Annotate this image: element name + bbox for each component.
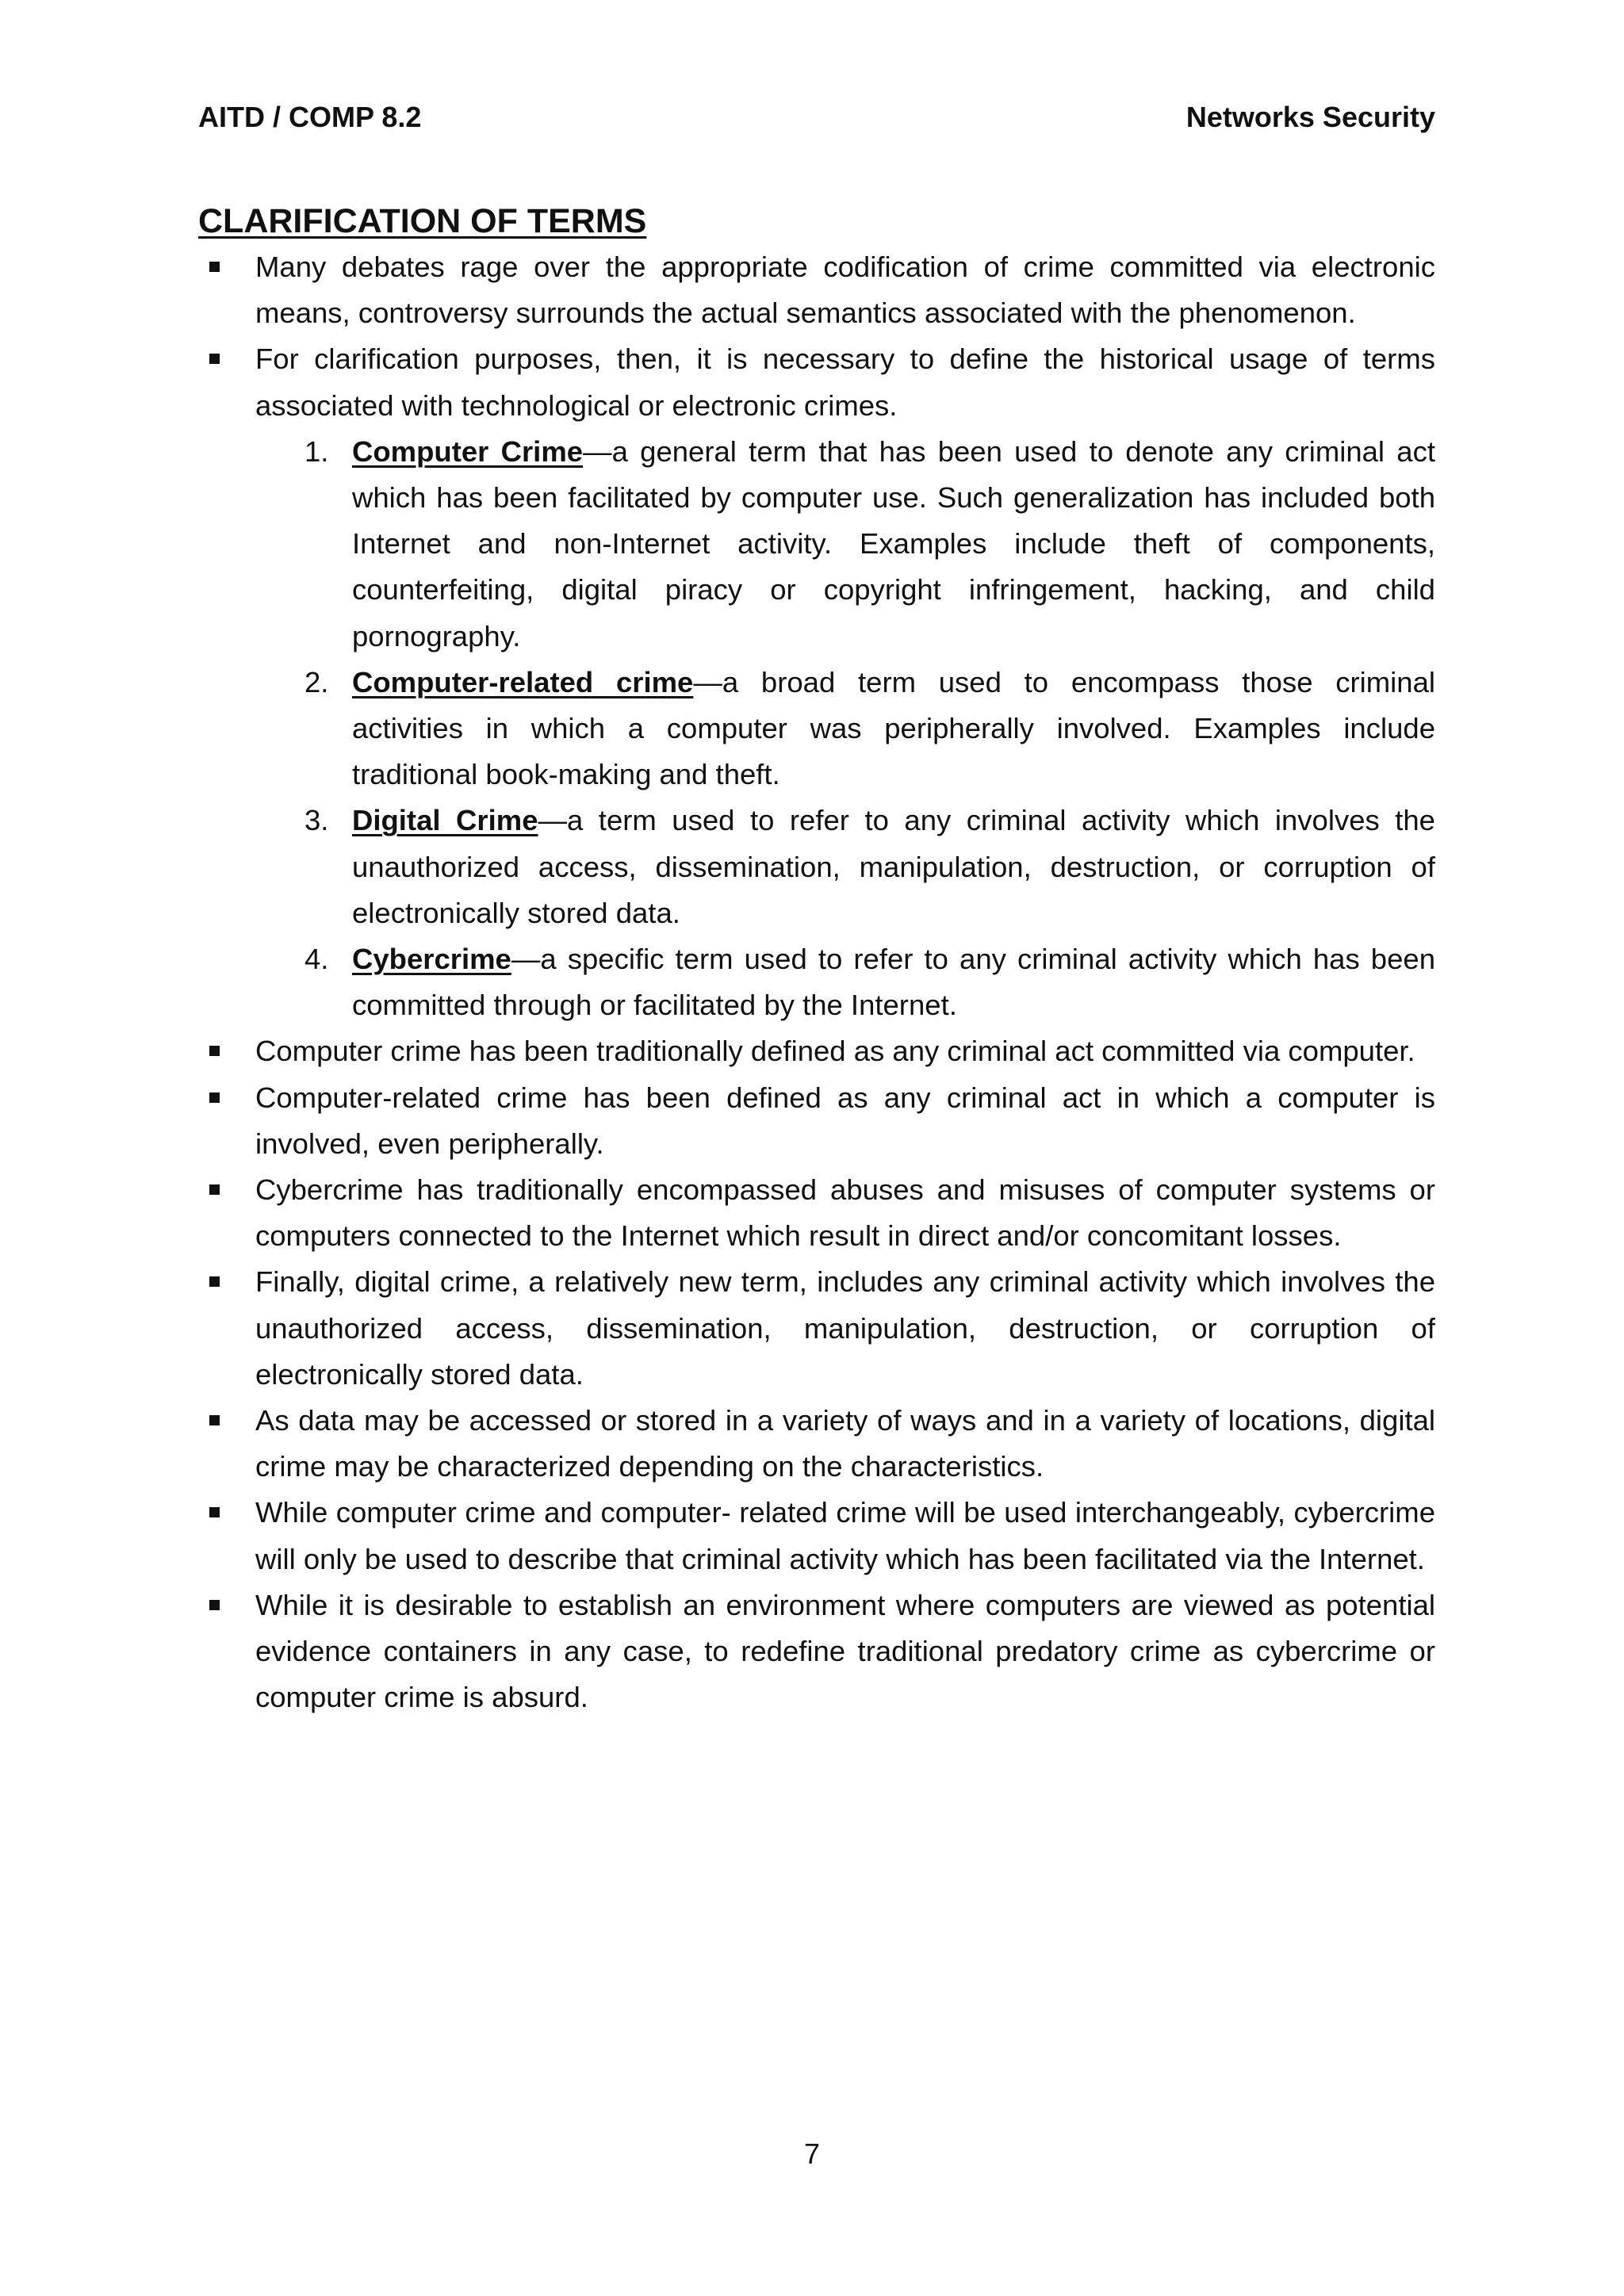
square-bullet-icon [209, 1276, 220, 1287]
page-content [198, 198, 1435, 1721]
term-item [255, 429, 1435, 660]
square-bullet-icon [209, 1600, 220, 1610]
bullet-item [198, 1167, 1435, 1259]
term-name: Computer-related crime [352, 665, 694, 698]
term-name: Digital Crime [352, 804, 538, 837]
page-footer [0, 2135, 1624, 2173]
bullet-text: For clarification purposes, then, it is necessary to define the historical usage of terms associated with technological or electronic crimes. [255, 342, 1435, 422]
bullet-list [198, 1028, 1435, 1720]
term-name: Computer Crime [352, 434, 584, 468]
square-bullet-icon [209, 1093, 220, 1103]
section-heading: CLARIFICATION OF TERMS [198, 202, 647, 240]
bullet-text: Many debates rage over the appropriate codification of crime committed via electronic means, controversy surrounds the actual semantics associated with the phenomenon. [255, 251, 1435, 330]
bullet-text: As data may be accessed or stored in a variety of ways and in a variety of locations, digital crime may be characterized depending on the characteristics. [255, 1404, 1435, 1483]
bullet-item [198, 1028, 1435, 1074]
square-bullet-icon [209, 354, 220, 364]
term-definition: —a broad term used to encompass those criminal activities in which a computer was peripherally involved. Examples include traditional book-making and theft. [352, 665, 1436, 791]
term-number: 3. [304, 804, 329, 837]
bullet-text: While it is desirable to establish an environment where computers are viewed as potential evidence containers in any case, to redefine traditional predatory crime as cybercrime or computer crime is absurd. [255, 1588, 1435, 1714]
bullet-item [198, 1582, 1435, 1721]
square-bullet-icon [209, 1184, 220, 1195]
term-definition: —a general term that has been used to denote any criminal act which has been facilitated by computer use. Such generalization has included both Internet and non-Internet activity. Examples include theft of components, counterfeiting, digital piracy or copyright infringement, hacking, and child pornography. [352, 434, 1435, 652]
term-item [255, 798, 1435, 936]
bullet-item [198, 1490, 1435, 1582]
page-number: 7 [803, 2137, 821, 2170]
square-bullet-icon [209, 1046, 220, 1056]
page-header [198, 98, 1435, 136]
terms-numbered-list [255, 429, 1435, 1029]
term-definition: —a term used to refer to any criminal activity which involves the unauthorized access, dissemination, manipulation, destruction, or corruption of electronically stored data. [352, 804, 1435, 929]
term-item [255, 660, 1435, 798]
term-number: 1. [304, 434, 329, 468]
intro-bullet-list [198, 244, 1435, 1028]
bullet-text: While computer crime and computer- related crime will be used interchangeably, cybercrime will only be used to describe that criminal activity which has been facilitated via the Internet. [255, 1496, 1435, 1575]
bullet-text: Cybercrime has traditionally encompassed abuses and misuses of computer systems or computers connected to the Internet which result in direct and/or concomitant losses. [255, 1173, 1435, 1253]
square-bullet-icon [209, 1507, 220, 1517]
bullet-item [198, 336, 1435, 1028]
term-number: 2. [304, 665, 329, 698]
header-course-code: AITD / COMP 8.2 [198, 101, 422, 133]
square-bullet-icon [209, 1415, 220, 1425]
bullet-item [198, 1075, 1435, 1167]
term-name: Cybercrime [352, 943, 511, 976]
term-number: 4. [304, 943, 329, 976]
header-subject: Networks Security [1185, 101, 1435, 133]
term-definition: —a specific term used to refer to any criminal activity which has been committed through or facilitated by the Internet. [352, 943, 1435, 1022]
bullet-text: Finally, digital crime, a relatively new term, includes any criminal activity which involves the unauthorized access, dissemination, manipulation, destruction, or corruption of electronically stored data. [255, 1265, 1435, 1391]
bullet-item [198, 1259, 1435, 1398]
term-item [255, 936, 1435, 1028]
bullet-item [198, 244, 1435, 336]
bullet-item [198, 1398, 1435, 1490]
bullet-text: Computer crime has been traditionally defined as any criminal act committed via computer. [255, 1035, 1415, 1068]
bullet-text: Computer-related crime has been defined as any criminal act in which a computer is involved, even peripherally. [255, 1081, 1435, 1160]
square-bullet-icon [209, 262, 220, 272]
